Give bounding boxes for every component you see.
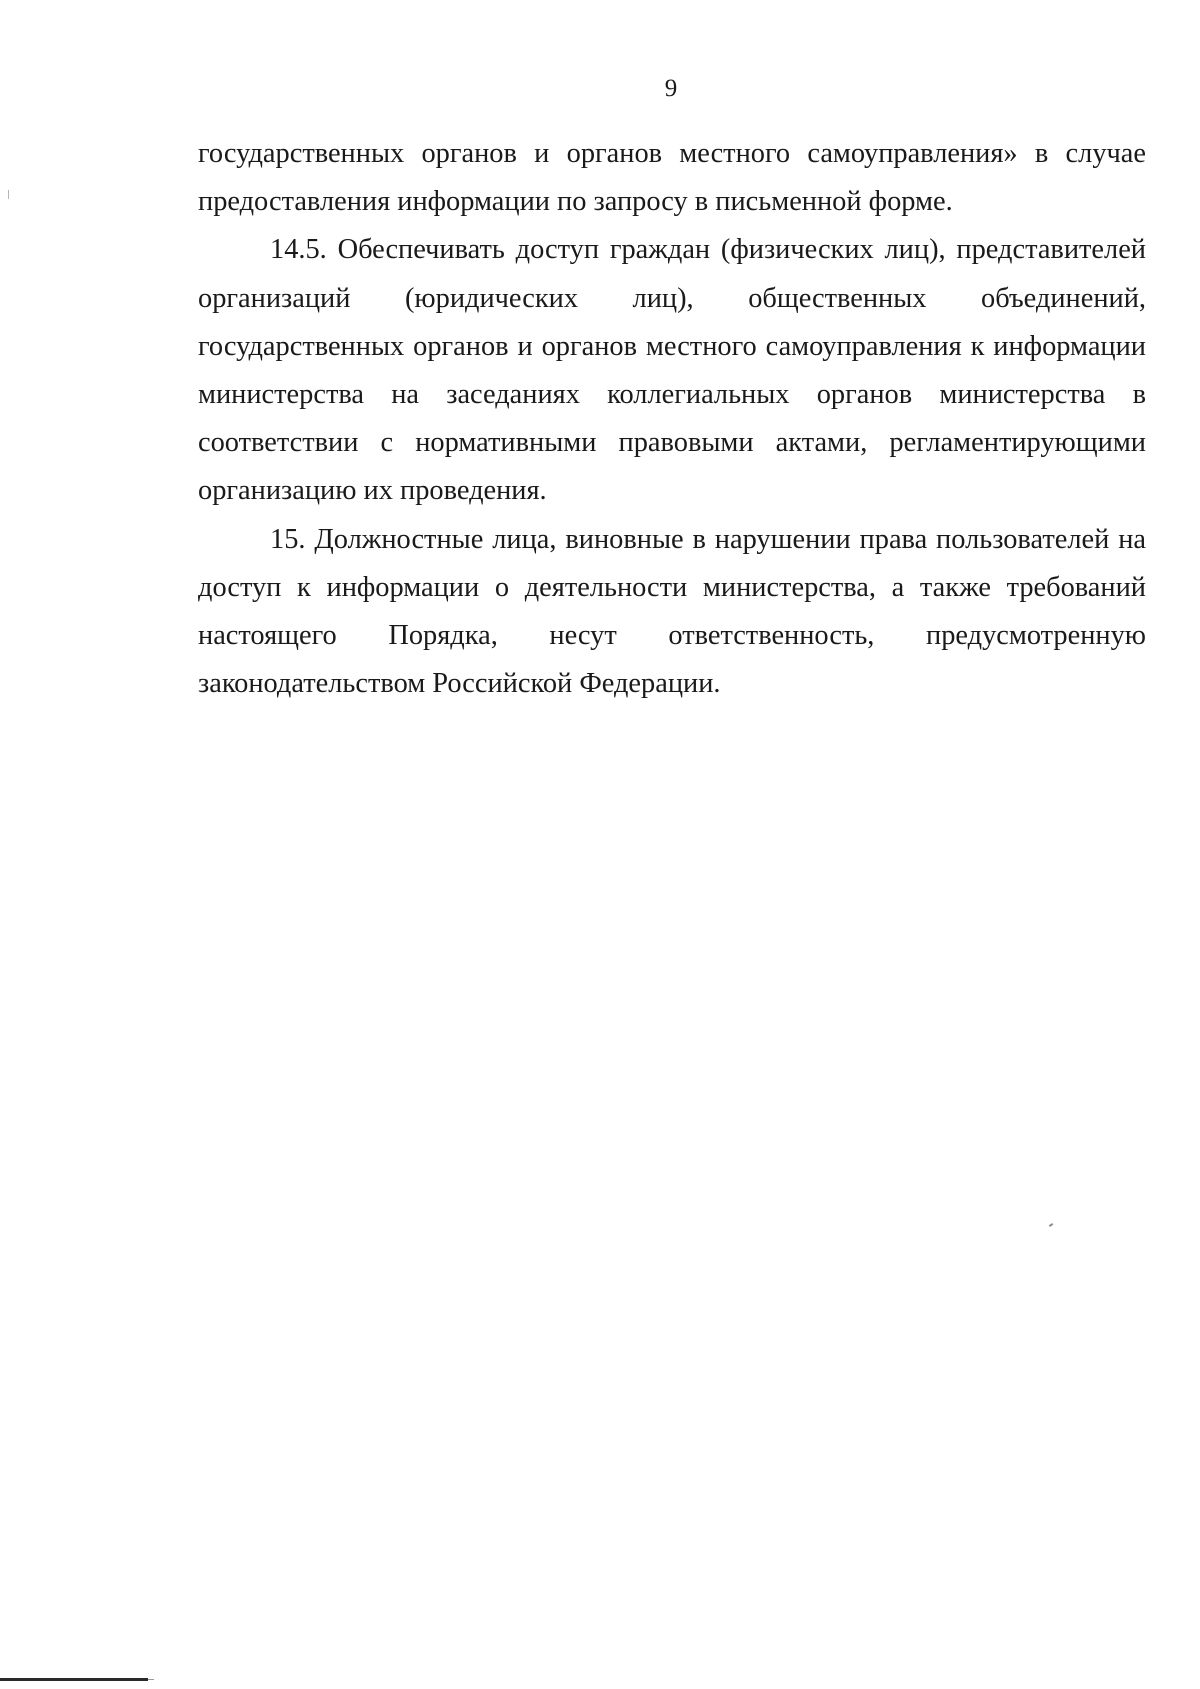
scan-bottom-edge (0, 1678, 148, 1681)
scan-bottom-edge-fade (148, 1679, 154, 1680)
paragraph-continuation: государственных органов и органов местного самоуправления» в случае предоставления информации по запросу в письменной форме. (198, 138, 1146, 218)
document-body (198, 130, 1146, 708)
paragraph-item-14-5: 14.5. Обеспечивать доступ граждан (физических лиц), представителей организаций (юридических лиц), общественных объединений, государственных органов и органов местного самоуправления к информации министерства на заседаниях коллегиальных органов министерства в соответствии с нормативными правовыми актами, регламентирующими организацию их проведения. (198, 234, 1146, 507)
scan-margin-mark (8, 190, 9, 199)
scan-speck (1049, 1223, 1053, 1227)
page-number: 9 (664, 75, 678, 102)
paragraph-item-15: 15. Должностные лица, виновные в нарушении права пользователей на доступ к информации о деятельности министерства, а также требований настоящего Порядка, несут ответственность, предусмотренную законодательством Российской Федерации. (198, 523, 1146, 700)
